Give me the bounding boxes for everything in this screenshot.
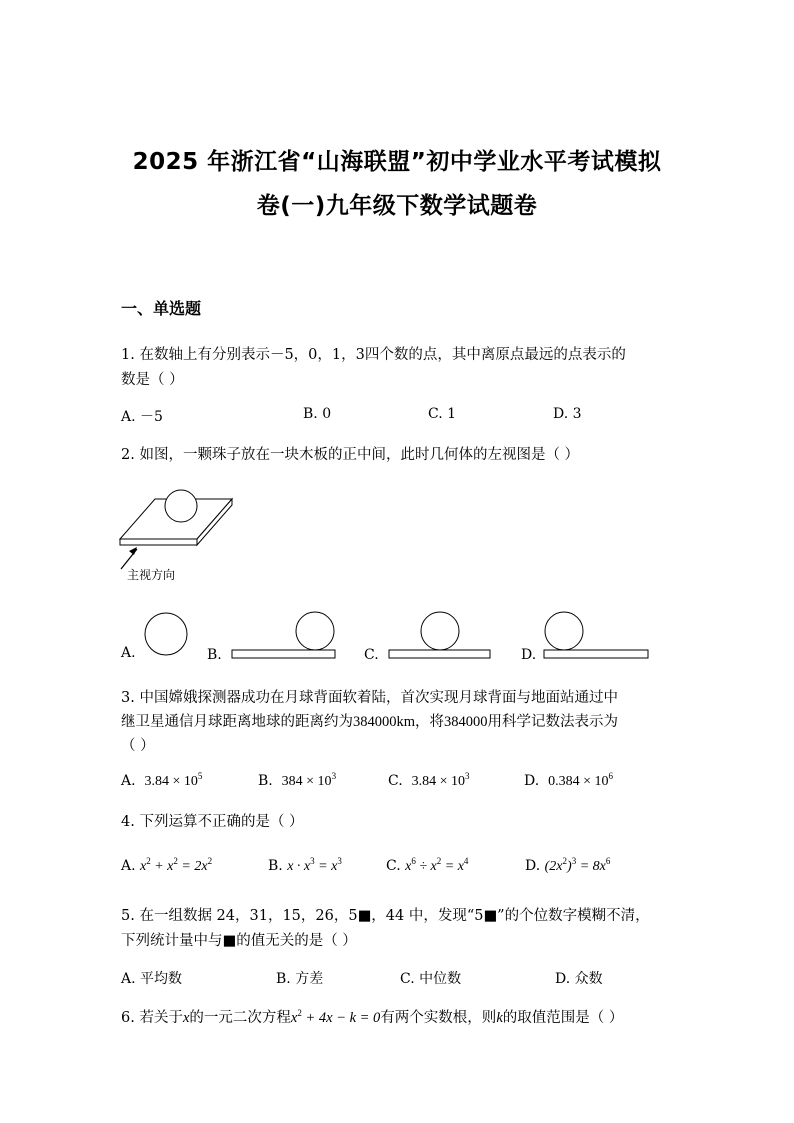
q2-option-b-label: B. [207,647,222,663]
q3-line1: 3. 中国嫦娥探测器成功在月球背面软着陆，首次实现月球背面与地面站通过中 [121,690,618,706]
q4-option-b: B. $x \cdot x^3 = x^3$ [268,856,342,874]
q1-option-a: A. －5 [121,409,163,425]
q1-line2: 数是（ ） [121,372,184,388]
q3-option-d: D. $0.384 \times 10^6$ [524,771,613,789]
page-title-line1: 2025 年浙江省“山海联盟”初中学业水平考试模拟 [132,149,662,175]
q4-option-c: C. $x^6 \div x^2 = x^4$ [386,856,469,874]
q5-option-b: B. 方差 [276,971,324,987]
q3-line2: 继卫星通信月球距离地球的距离约为384000km，将384000用科学记数法表示为 [121,714,619,730]
q5-option-c: C. 中位数 [400,971,462,987]
q3-line3: （ ） [121,738,155,754]
q2-option-c-label: C. [364,647,379,663]
q4-option-d: D. $(2x^2)^3 = 8x^6$ [525,856,611,874]
q2-text: 2. 如图，一颗珠子放在一块木板的正中间，此时几何体的左视图是（ ） [121,447,580,463]
q2-option-b-figure [230,608,338,662]
q3-option-a: A. $3.84 \times 10^5$ [121,771,203,789]
q4-option-a: A. $x^2 + x^2 = 2x^2$ [121,856,213,874]
q5-line2: 下列统计量中与■的值无关的是（ ） [121,933,357,949]
section-heading: 一、单选题 [121,299,202,318]
q6-text: 6. 若关于x的一元二次方程$x^2 + 4x - k = 0$有两个实数根，则k的取值范围是（ ） [121,1008,624,1026]
page-title-line2: 卷(一)九年级下数学试题卷 [256,193,538,219]
q2-option-a-circle-figure [142,610,190,658]
q1-line1: 1. 在数轴上有分别表示－5，0，1，3四个数的点，其中离原点最远的点表示的 [121,347,626,363]
q3-option-c: C. $3.84 \times 10^3$ [388,771,470,789]
q4-text: 4. 下列运算不正确的是（ ） [121,814,304,830]
q5-option-a: A. 平均数 [121,971,183,987]
q2-option-a-label: A. [121,645,136,661]
q2-option-d-figure [542,608,652,662]
q1-option-c: C. 1 [428,406,457,422]
q1-option-b: B. 0 [303,406,332,422]
q5-line1: 5. 在一组数据 24，31，15，26，5■，44 中，发现“5■”的个位数字模糊不清， [121,908,650,924]
q5-option-d: D. 众数 [555,971,603,987]
q2-option-d-label: D. [521,647,537,663]
q2-option-c-figure [387,608,493,662]
figure-caption: 主视方向 [127,568,176,582]
q3-option-b: B. $384 \times 10^3$ [258,771,337,789]
q1-option-d: D. 3 [553,406,582,422]
